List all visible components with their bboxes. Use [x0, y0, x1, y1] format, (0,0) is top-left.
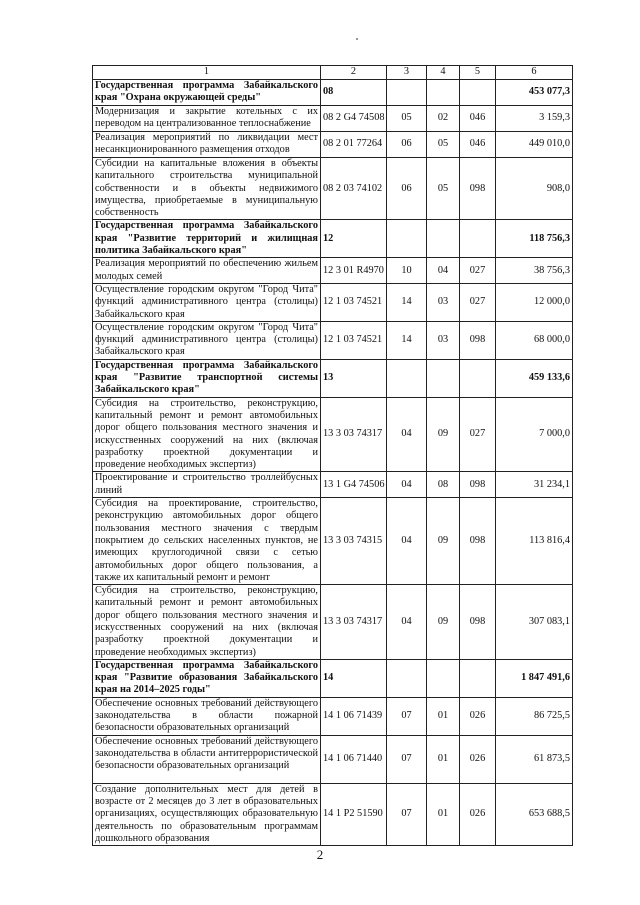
table-row: [93, 783, 573, 845]
expense-type-cell: [460, 220, 496, 258]
section-cell: 07: [387, 783, 427, 845]
row-name-cell: Государственная программа Забайкальского края "Развитие территорий и жилищная политика Забайкальского края": [93, 220, 321, 258]
target-article-cell: 13 3 03 74315: [321, 498, 387, 585]
subsection-cell: [427, 80, 460, 106]
expense-type-cell: 098: [460, 472, 496, 498]
section-cell: [387, 80, 427, 106]
amount-cell: 7 000,0: [496, 397, 573, 472]
expense-type-cell: 046: [460, 106, 496, 132]
expense-type-cell: 026: [460, 735, 496, 783]
row-name-cell: Осуществление городским округом "Город Чита" функций административного центра (столицы) Забайкальского края: [93, 283, 321, 321]
amount-cell: 1 847 491,6: [496, 659, 573, 697]
target-article-cell: 13 3 03 74317: [321, 397, 387, 472]
amount-cell: 38 756,3: [496, 258, 573, 284]
subsection-cell: 08: [427, 472, 460, 498]
section-cell: [387, 220, 427, 258]
expense-type-cell: 027: [460, 397, 496, 472]
table-row: [93, 80, 573, 106]
page-number: 2: [316, 847, 324, 862]
row-name-cell: Субсидия на строительство, реконструкцию, капитальный ремонт и ремонт автомобильных дорог общего пользования местного значения и искусственных сооружений на них (включая разработку проектной документации и проведение необходимых экспертиз): [93, 397, 321, 472]
subsection-cell: 09: [427, 397, 460, 472]
section-cell: [387, 359, 427, 397]
subsection-cell: 05: [427, 158, 460, 220]
row-name-cell: Субсидии на капитальные вложения в объекты капитального строительства муниципальной собственности и в объекты недвижимого имущества, приобретаемые в муниципальную собственность: [93, 158, 321, 220]
section-cell: 10: [387, 258, 427, 284]
subsection-cell: 01: [427, 783, 460, 845]
table-row: [93, 321, 573, 359]
amount-cell: 459 133,6: [496, 359, 573, 397]
amount-cell: 68 000,0: [496, 321, 573, 359]
row-name-cell: Проектирование и строительство троллейбусных линий: [93, 472, 321, 498]
table-header-row: [93, 66, 573, 80]
target-article-cell: 12 1 03 74521: [321, 321, 387, 359]
target-article-cell: 12: [321, 220, 387, 258]
amount-cell: 307 083,1: [496, 585, 573, 660]
target-article-cell: 12 3 01 R4970: [321, 258, 387, 284]
table-row: [93, 697, 573, 735]
target-article-cell: 13 1 G4 74506: [321, 472, 387, 498]
target-article-cell: 08: [321, 80, 387, 106]
amount-cell: 61 873,5: [496, 735, 573, 783]
subsection-cell: 04: [427, 258, 460, 284]
subsection-cell: [427, 220, 460, 258]
section-cell: 07: [387, 697, 427, 735]
section-cell: 06: [387, 158, 427, 220]
target-article-cell: 13: [321, 359, 387, 397]
amount-cell: 86 725,5: [496, 697, 573, 735]
expense-type-cell: 027: [460, 258, 496, 284]
target-article-cell: 08 2 G4 74508: [321, 106, 387, 132]
row-name-cell: Субсидия на строительство, реконструкцию, капитальный ремонт и ремонт автомобильных дорог общего пользования местного значения и искусственных сооружений на них (включая разработку проектной документации и проведение необходимых экспертиз): [93, 585, 321, 660]
subsection-cell: 03: [427, 283, 460, 321]
subsection-cell: 03: [427, 321, 460, 359]
section-cell: 05: [387, 106, 427, 132]
amount-cell: 118 756,3: [496, 220, 573, 258]
expense-type-cell: 026: [460, 697, 496, 735]
target-article-cell: 14 1 P2 51590: [321, 783, 387, 845]
subsection-cell: 09: [427, 585, 460, 660]
section-cell: 14: [387, 283, 427, 321]
table-body: [93, 80, 573, 846]
expense-type-cell: 027: [460, 283, 496, 321]
expense-type-cell: 098: [460, 498, 496, 585]
target-article-cell: 14 1 06 71439: [321, 697, 387, 735]
table-row: [93, 397, 573, 472]
expense-type-cell: 098: [460, 585, 496, 660]
row-name-cell: Реализация мероприятий по обеспечению жильем молодых семей: [93, 258, 321, 284]
section-cell: 14: [387, 321, 427, 359]
section-cell: 04: [387, 585, 427, 660]
section-cell: 04: [387, 397, 427, 472]
subsection-cell: 02: [427, 106, 460, 132]
section-cell: 06: [387, 132, 427, 158]
expense-type-cell: 098: [460, 321, 496, 359]
row-name-cell: Осуществление городским округом "Город Чита" функций административного центра (столицы) Забайкальского края: [93, 321, 321, 359]
row-name-cell: Субсидия на проектирование, строительство, реконструкцию автомобильных дорог общего пользования местного значения с твердым покрытием до сельских населенных пунктов, не имеющих круглогодичной связи с сетью автомобильных дорог общего пользования, а также их капитальный ремонт и ремонт: [93, 498, 321, 585]
amount-cell: 12 000,0: [496, 283, 573, 321]
expense-type-cell: [460, 659, 496, 697]
column-header-6: 6: [496, 66, 573, 80]
expense-type-cell: [460, 359, 496, 397]
row-name-cell: Реализация мероприятий по ликвидации мест несанкционированного размещения отходов: [93, 132, 321, 158]
amount-cell: 908,0: [496, 158, 573, 220]
row-name-cell: Государственная программа Забайкальского края "Развитие образования Забайкальского края на 2014–2025 годы": [93, 659, 321, 697]
table-row: [93, 258, 573, 284]
amount-cell: 453 077,3: [496, 80, 573, 106]
section-cell: 07: [387, 735, 427, 783]
table-row: [93, 283, 573, 321]
subsection-cell: [427, 359, 460, 397]
expense-type-cell: 026: [460, 783, 496, 845]
section-cell: 04: [387, 498, 427, 585]
scan-speck: [356, 38, 358, 40]
amount-cell: 3 159,3: [496, 106, 573, 132]
row-name-cell: Обеспечение основных требований действующего законодательства в области антитеррористической безопасности образовательных организаций: [93, 735, 321, 783]
column-header-4: 4: [427, 66, 460, 80]
table-row: [93, 735, 573, 783]
section-cell: [387, 659, 427, 697]
section-cell: 04: [387, 472, 427, 498]
amount-cell: 31 234,1: [496, 472, 573, 498]
row-name-cell: Обеспечение основных требований действующего законодательства в области пожарной безопасности образовательных организаций: [93, 697, 321, 735]
target-article-cell: 08 2 03 74102: [321, 158, 387, 220]
expense-type-cell: [460, 80, 496, 106]
table-row: [93, 498, 573, 585]
target-article-cell: 13 3 03 74317: [321, 585, 387, 660]
target-article-cell: 14: [321, 659, 387, 697]
column-header-5: 5: [460, 66, 496, 80]
subsection-cell: 05: [427, 132, 460, 158]
table-row: [93, 132, 573, 158]
row-name-cell: Модернизация и закрытие котельных с их переводом на централизованное теплоснабжение: [93, 106, 321, 132]
budget-table: [92, 65, 573, 846]
table-row: [93, 659, 573, 697]
expense-type-cell: 098: [460, 158, 496, 220]
target-article-cell: 14 1 06 71440: [321, 735, 387, 783]
row-name-cell: Государственная программа Забайкальского края "Развитие транспортной системы Забайкальского края": [93, 359, 321, 397]
table-row: [93, 106, 573, 132]
column-header-2: 2: [321, 66, 387, 80]
table-row: [93, 158, 573, 220]
amount-cell: 113 816,4: [496, 498, 573, 585]
row-name-cell: Государственная программа Забайкальского края "Охрана окружающей среды": [93, 80, 321, 106]
row-name-cell: Создание дополнительных мест для детей в возрасте от 2 месяцев до 3 лет в образовательных организациях, осуществляющих образовательную деятельность по образовательным программам дошкольного образования: [93, 783, 321, 845]
table-row: [93, 585, 573, 660]
subsection-cell: [427, 659, 460, 697]
amount-cell: 653 688,5: [496, 783, 573, 845]
column-header-3: 3: [387, 66, 427, 80]
target-article-cell: 08 2 01 77264: [321, 132, 387, 158]
column-header-1: 1: [93, 66, 321, 80]
amount-cell: 449 010,0: [496, 132, 573, 158]
expense-type-cell: 046: [460, 132, 496, 158]
subsection-cell: 09: [427, 498, 460, 585]
subsection-cell: 01: [427, 735, 460, 783]
subsection-cell: 01: [427, 697, 460, 735]
target-article-cell: 12 1 03 74521: [321, 283, 387, 321]
table-row: [93, 472, 573, 498]
table-row: [93, 220, 573, 258]
table-row: [93, 359, 573, 397]
